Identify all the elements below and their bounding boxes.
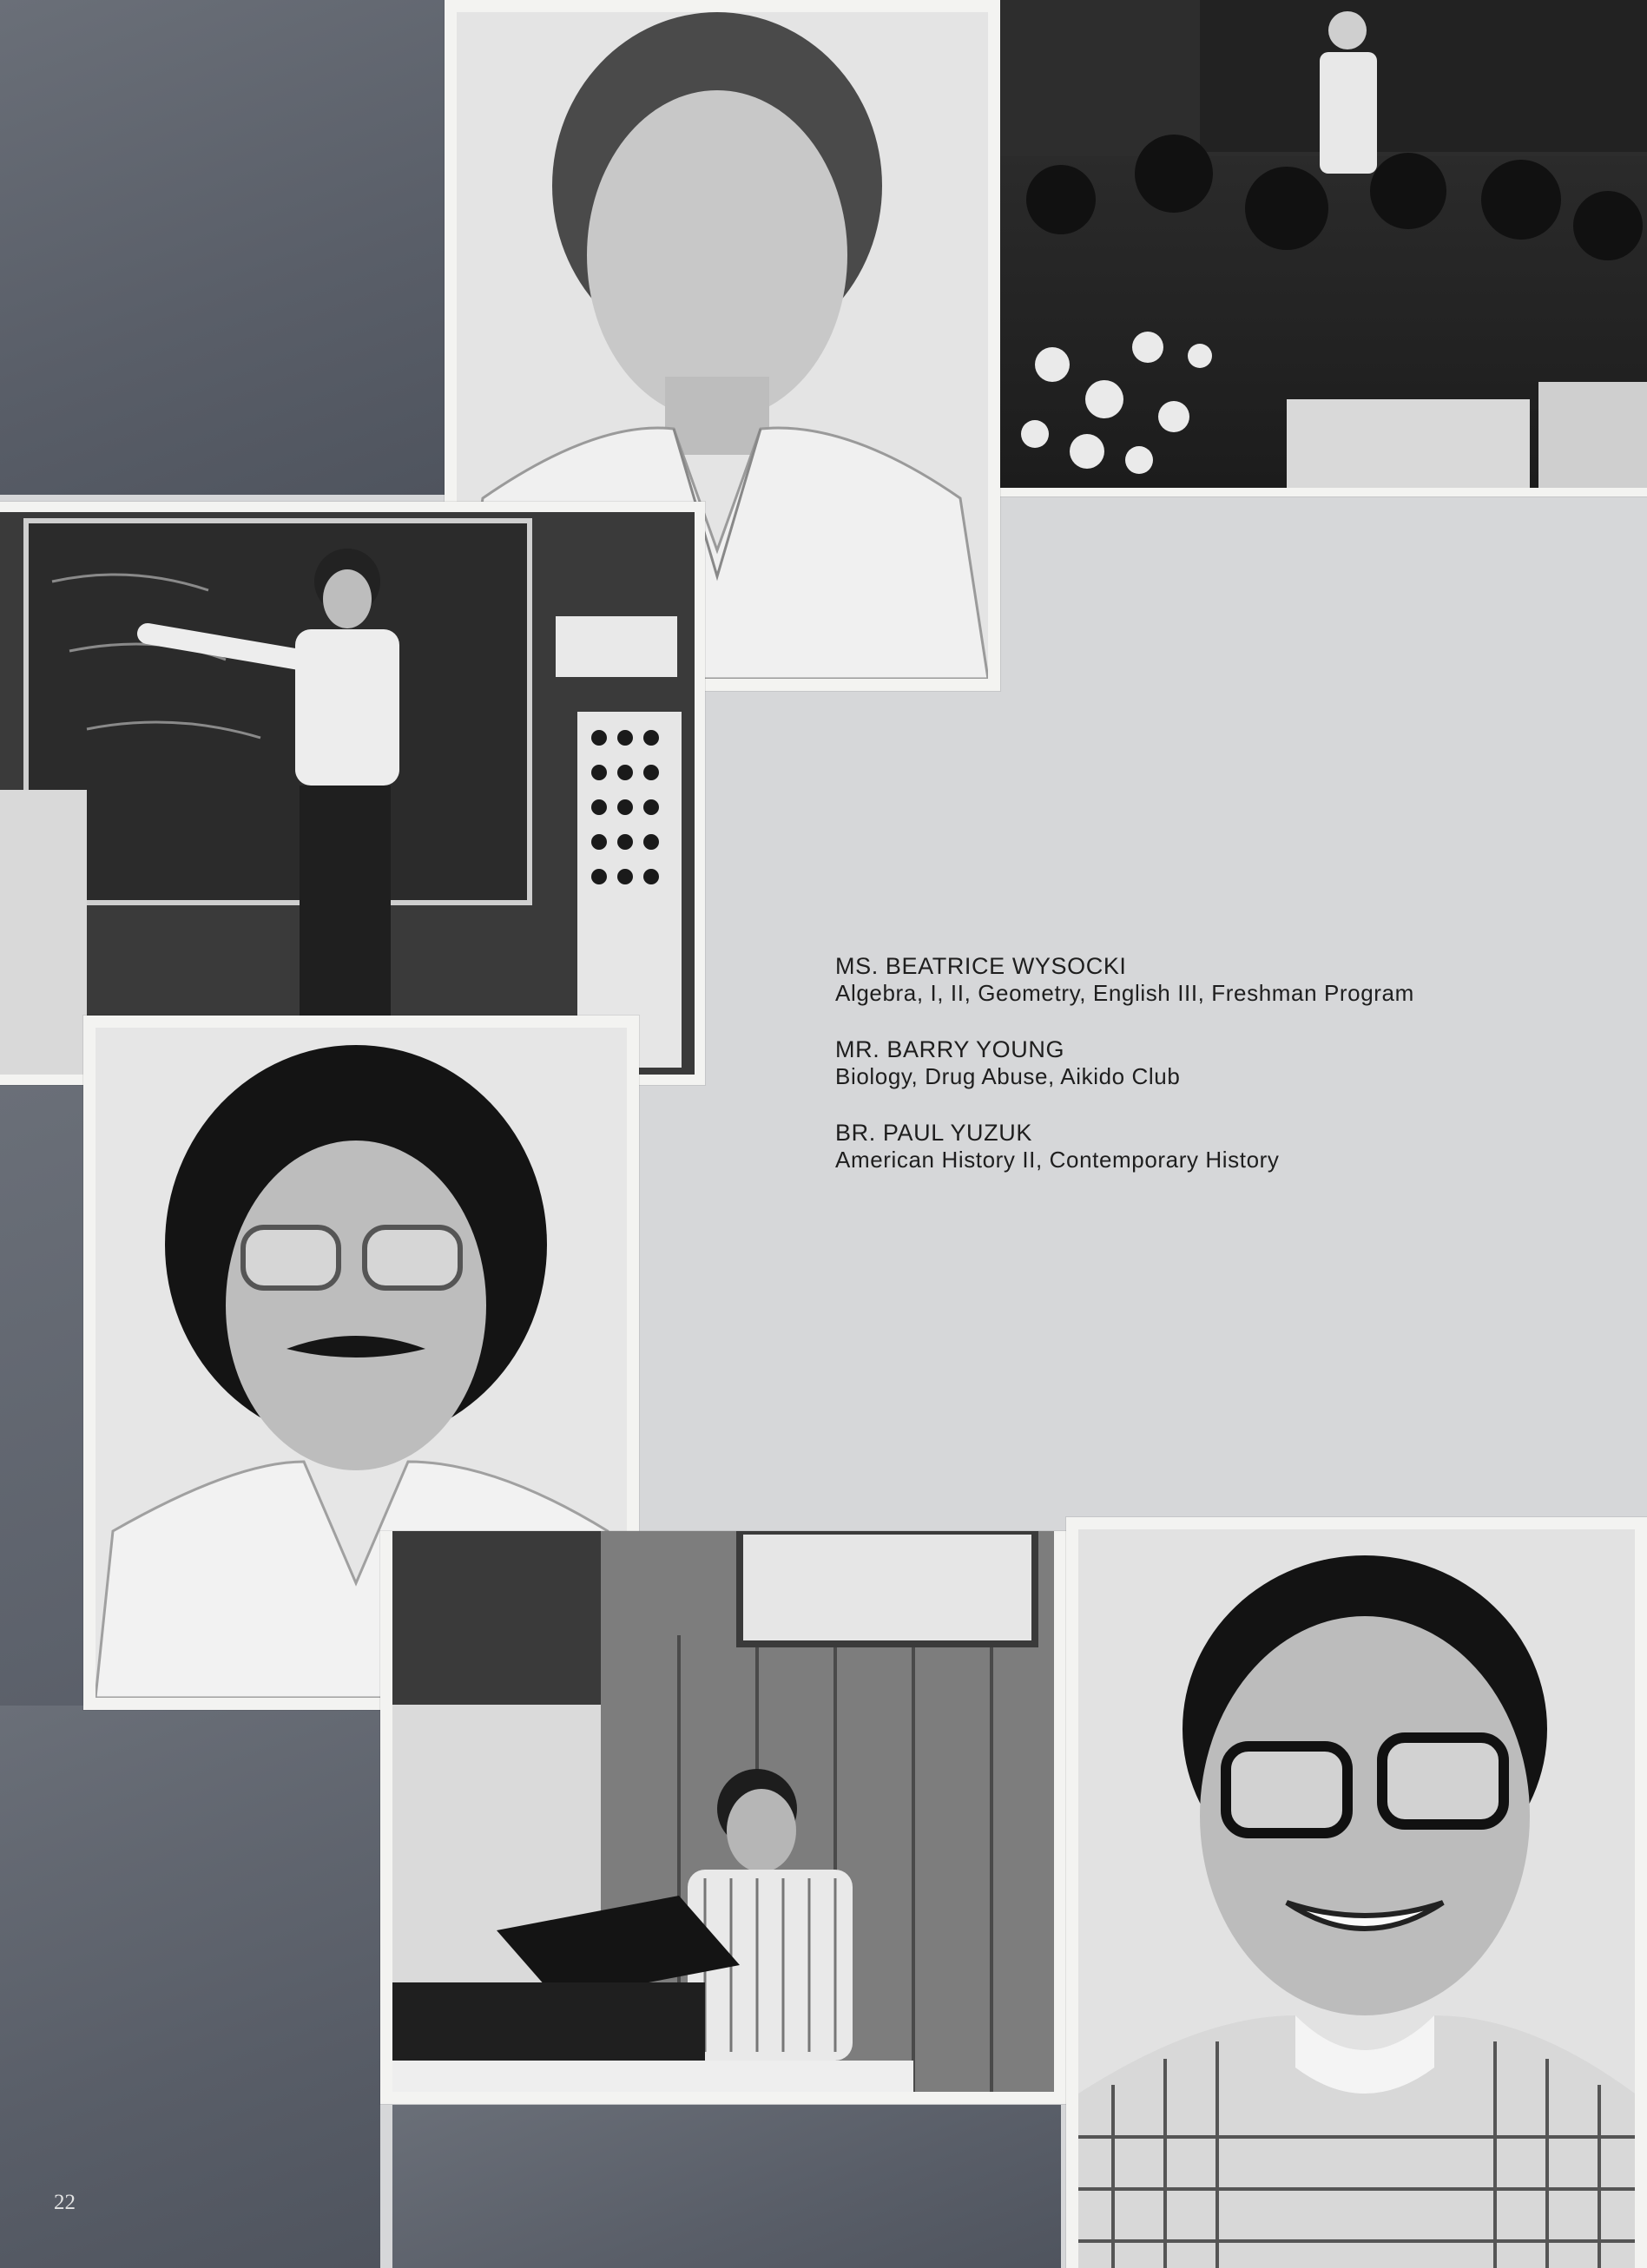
page-number: 22	[54, 2191, 76, 2214]
faculty-captions	[835, 953, 1599, 1203]
portrait-man-with-glasses	[1066, 1517, 1647, 2268]
faculty-subjects: Biology, Drug Abuse, Aikido Club	[835, 1063, 1181, 1089]
dark-panel-bottom-left	[0, 1706, 380, 2268]
faculty-entry	[835, 1036, 1599, 1090]
faculty-name: MR. BARRY YOUNG	[835, 1036, 1065, 1062]
faculty-name: BR. PAUL YUZUK	[835, 1120, 1032, 1146]
faculty-entry	[835, 953, 1599, 1007]
faculty-entry	[835, 1120, 1599, 1173]
teacher-at-chalkboard-photo	[0, 502, 705, 1085]
faculty-name: MS. BEATRICE WYSOCKI	[835, 953, 1127, 979]
dark-panel-bottom-center	[392, 2105, 1061, 2268]
faculty-subjects: Algebra, I, II, Geometry, English III, Freshman Program	[835, 980, 1414, 1006]
faculty-subjects: American History II, Contemporary History	[835, 1147, 1280, 1173]
dark-panel-top-left	[0, 0, 445, 495]
man-reading-at-desk-photo	[380, 1531, 1066, 2104]
classroom-photo	[997, 0, 1647, 496]
